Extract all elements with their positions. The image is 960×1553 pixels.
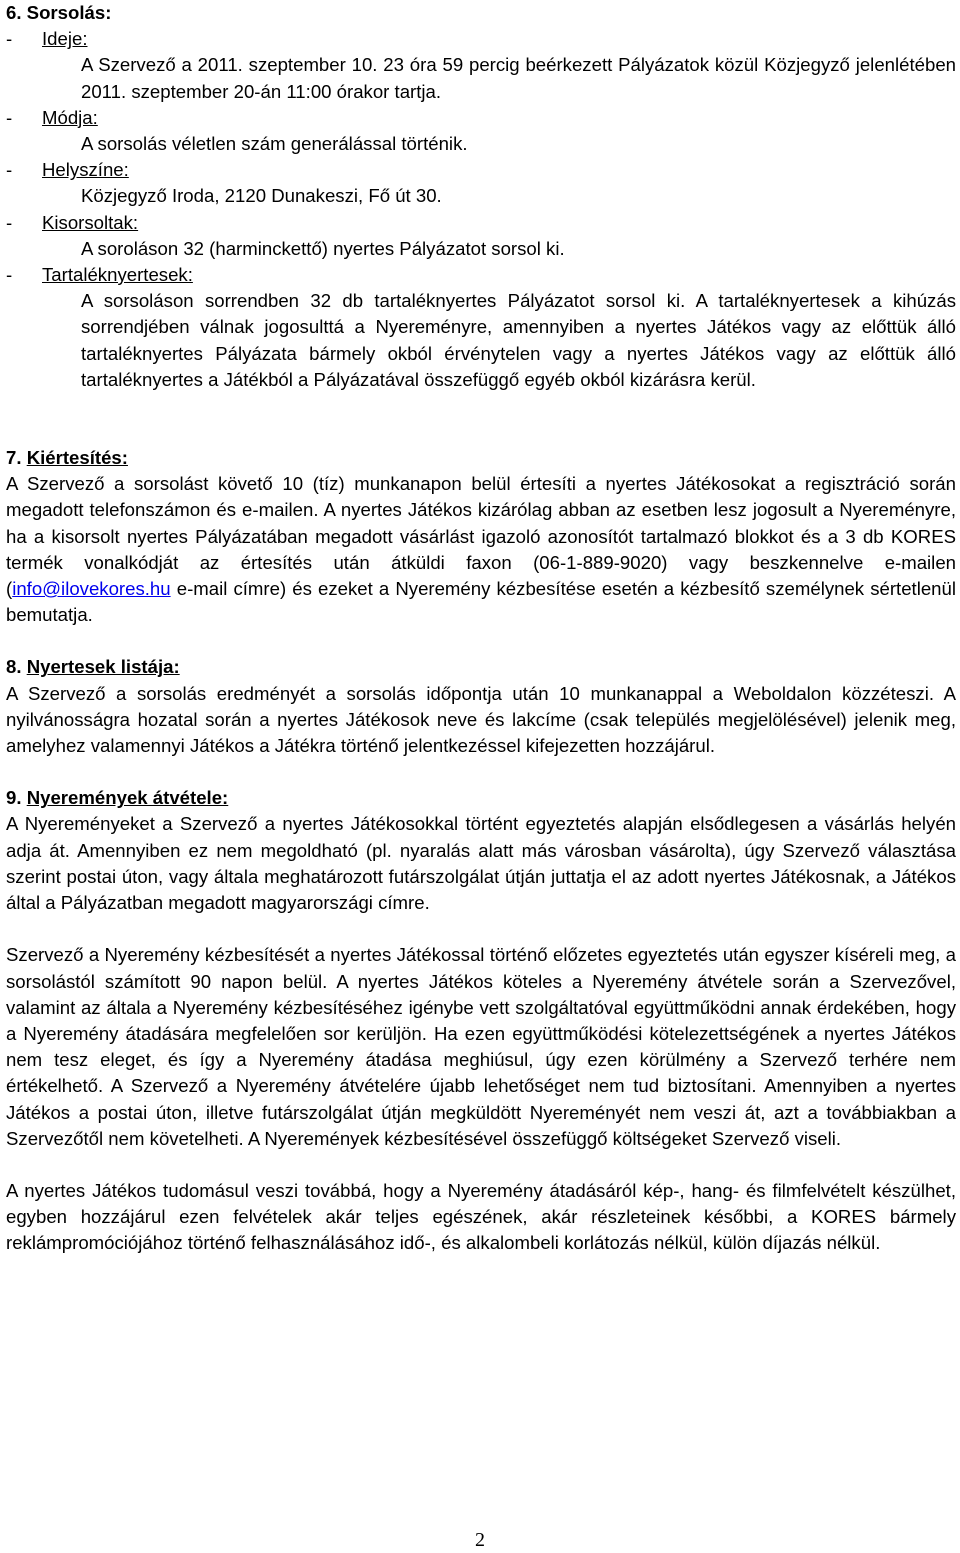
section-6-item-ideje (6, 26, 956, 105)
item-label: Módja: (42, 106, 98, 128)
item-text: A Szervező a 2011. szeptember 10. 23 óra 59 percig beérkezett Pályázatok közül Közjegyző jelenlétében 2011. szeptember 20-án 11:00 órakor tartja. (81, 54, 956, 102)
page-number: 2 (475, 1529, 485, 1551)
section-number: 9. (6, 787, 22, 809)
item-text: Közjegyző Iroda, 2120 Dunakeszi, Fő út 30. (81, 185, 442, 207)
email-link[interactable]: info@ilovekores.hu (12, 578, 171, 600)
text-part: e-mail címre) és ezeket a Nyeremény kézbesítése esetén a kézbesítő személynek sértetlenül bemutatja. (6, 578, 956, 626)
item-label: Helyszíne: (42, 159, 129, 181)
bullet-dash: - (6, 211, 13, 233)
section-title: Nyertesek listája: (26, 656, 180, 678)
section-8-heading (6, 654, 956, 680)
item-text: A soroláson 32 (harminckettő) nyertes Pályázatot sorsol ki. (81, 237, 565, 259)
section-title: Nyeremények átvétele: (26, 787, 229, 809)
bullet-dash: - (6, 159, 13, 181)
bullet-dash: - (6, 28, 13, 50)
section-title: Kiértesítés: (26, 447, 128, 469)
item-label: Ideje: (42, 28, 88, 50)
section-6-item-tartaleknyertesek (6, 262, 956, 393)
item-label: Kisorsoltak: (42, 211, 139, 233)
item-text: A sorsolás véletlen szám generálással történik. (81, 133, 468, 155)
section-6-heading: 6. Sorsolás: (6, 2, 112, 23)
section-9-paragraph-3: A nyertes Játékos tudomásul veszi továbbá, hogy a Nyeremény átadásáról kép-, hang- és filmfelvételt készülhet, egyben hozzájárul ezen felvételek akár teljes egészének, akár részleteinek későbbi, a KORES bármely reklámpromóciójához történő felhasználásához idő-, és alkalombeli korlátozás nélkül, külön díjazás nélkül. (6, 1179, 956, 1254)
section-7-text (6, 471, 956, 628)
section-9-heading (6, 785, 956, 811)
item-text: A sorsoláson sorrendben 32 db tartaléknyertes Pályázatot sorsol ki. A tartaléknyertesek a kihúzás sorrendjében válnak jogosulttá a Nyereményre, amennyiben a nyertes Játékos vagy az előttük álló tartaléknyertes Pályázata bármely okból érvénytelen vagy a nyertes Játékos vagy az előttük álló tartaléknyertes a Játékból a Pályázatával összefüggő egyéb okból kizárásra kerül. (81, 290, 956, 390)
section-number: 8. (6, 656, 22, 678)
section-7-heading (6, 445, 956, 471)
section-8-text: A Szervező a sorsolás eredményét a sorsolás időpontja után 10 munkanappal a Weboldalon közzéteszi. A nyilvánosságra hozatal során a nyertes Játékosok neve és lakcíme (csak település megjelölésével) jelenik meg, amelyhez valamennyi Játékos a Játékra történő jelentkezéssel kifejezetten hozzájárul. (6, 682, 956, 757)
document-page (6, 0, 956, 1257)
text-part: A Szervező a sorsolást követő 10 (tíz) munkanapon belül értesíti a nyertes Játékosokat a regisztráció során megadott telefonszámon és e-mailen. A nyertes Játékos kizárólag abban az esetben lesz jogosult a Nyereményre, ha a kisorsolt nyertes Pályázatában megadott vásárlást igazoló azonosítót tartalmazó blokkot és a 3 db KORES termék vonalkódját az értesítés után átküldi faxon (06-1-889-9020) vagy beszkennelve e-mailen ( (6, 473, 956, 600)
section-9-paragraph-2: Szervező a Nyeremény kézbesítését a nyertes Játékossal történő előzetes egyeztetés után egyszer kíséreli meg, a sorsolástól számított 90 napon belül. A nyertes Játékos köteles a Nyeremény átvétele során a Szervezővel, valamint az általa a Nyeremény kézbesítéséhez igénybe vett szolgáltatóval együttműködni annak érdekében, hogy a Nyeremény átadására megfelelően sor kerüljön. Ha ezen együttműködési kötelezettségének a nyertes Játékos nem tesz eleget, és így a Nyeremény átadása meghiúsul, úgy ezen körülmény a Szervező terhére nem értékelhető. A Szervező a Nyeremény átvételére újabb lehetőséget nem tud biztosítani. Amennyiben a nyertes Játékos a postai úton, illetve futárszolgálat útján megküldött Nyereményét nem veszi át, azt a továbbiakban a Szervezőtől nem követelheti. A Nyeremények kézbesítésével összefüggő költségeket Szervező viseli. (6, 944, 956, 1149)
bullet-dash: - (6, 106, 13, 128)
section-number: 7. (6, 447, 22, 469)
section-9-paragraph-1: A Nyereményeket a Szervező a nyertes Játékosokkal történt egyeztetés alapján elsődlegesen a vásárlás helyén adja át. Amennyiben ez nem megoldható (pl. nyaralás alatt más városban vásárolta), úgy Szervező választása szerint postai úton, vagy általa meghatározott futárszolgálat útján juttatja el az adott nyertes Játékosnak, a Játékos által a Pályázatban megadott magyarországi címre. (6, 813, 956, 914)
section-6-item-kisorsoltak (6, 210, 956, 262)
section-6-item-helyszine (6, 157, 956, 209)
bullet-dash: - (6, 264, 13, 286)
item-label: Tartaléknyertesek: (42, 264, 193, 286)
section-6-item-modja (6, 105, 956, 157)
